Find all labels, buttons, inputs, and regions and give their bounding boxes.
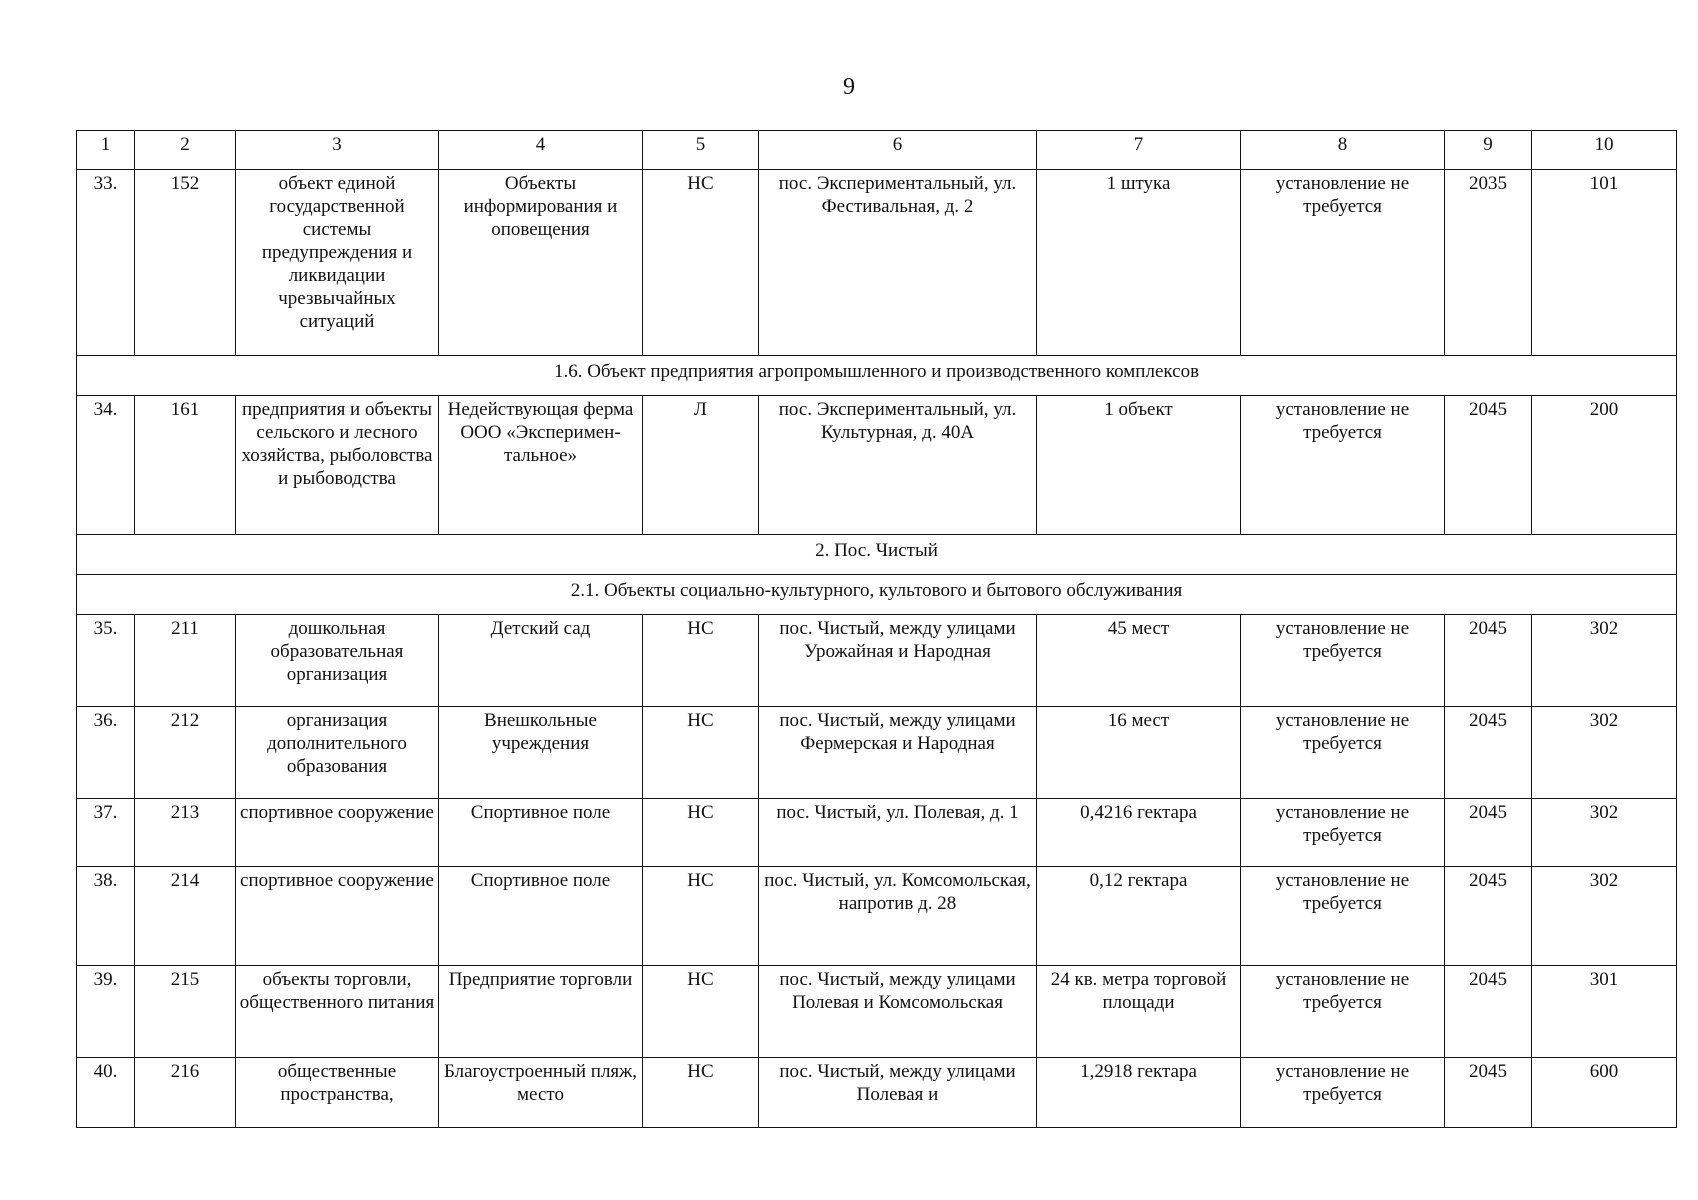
- table-cell: дошкольная образовательная организация: [236, 615, 439, 707]
- section-heading: 2. Пос. Чистый: [77, 535, 1677, 575]
- table-cell: пос. Чистый, между улицами Полевая и: [759, 1058, 1037, 1128]
- table-cell: Спортивное поле: [439, 867, 643, 966]
- header-cell: 4: [439, 131, 643, 170]
- table-cell: 36.: [77, 707, 135, 799]
- table-cell: 0,4216 гектара: [1037, 799, 1241, 867]
- table-cell: НС: [643, 170, 759, 356]
- table-row: [77, 170, 1677, 356]
- header-cell: 5: [643, 131, 759, 170]
- table-cell: общественные пространства,: [236, 1058, 439, 1128]
- table-cell: НС: [643, 867, 759, 966]
- table-cell: Объекты информирования и оповещения: [439, 170, 643, 356]
- table-cell: 152: [135, 170, 236, 356]
- table-cell: 37.: [77, 799, 135, 867]
- table-cell: Детский сад: [439, 615, 643, 707]
- table-cell: 302: [1532, 799, 1677, 867]
- table-cell: 39.: [77, 966, 135, 1058]
- table-cell: 2045: [1445, 966, 1532, 1058]
- table-cell: 33.: [77, 170, 135, 356]
- header-cell: 9: [1445, 131, 1532, 170]
- table-row: [77, 867, 1677, 966]
- header-cell: 2: [135, 131, 236, 170]
- table-cell: 34.: [77, 396, 135, 535]
- table-cell: установление не требуется: [1241, 707, 1445, 799]
- header-cell: 10: [1532, 131, 1677, 170]
- table-row: [77, 707, 1677, 799]
- table-cell: 302: [1532, 867, 1677, 966]
- table-cell: пос. Экспериментальный, ул. Фестивальная, д. 2: [759, 170, 1037, 356]
- table-cell: предприятия и объекты сельского и лесного хозяйства, рыболовства и рыбоводства: [236, 396, 439, 535]
- table-cell: 200: [1532, 396, 1677, 535]
- table-cell: 24 кв. метра торговой площади: [1037, 966, 1241, 1058]
- table-cell: НС: [643, 1058, 759, 1128]
- table-row: [77, 966, 1677, 1058]
- table-cell: организация дополнительного образования: [236, 707, 439, 799]
- header-cell: 8: [1241, 131, 1445, 170]
- table-cell: НС: [643, 966, 759, 1058]
- section-heading-row: [77, 356, 1677, 396]
- table-cell: пос. Чистый, между улицами Фермерская и Народная: [759, 707, 1037, 799]
- table-cell: НС: [643, 799, 759, 867]
- table-cell: объекты торговли, общественного питания: [236, 966, 439, 1058]
- table-cell: 2035: [1445, 170, 1532, 356]
- table-cell: установление не требуется: [1241, 867, 1445, 966]
- table-cell: объект единой государственной системы предупреждения и ликвидации чрезвычайных ситуаций: [236, 170, 439, 356]
- table-cell: 215: [135, 966, 236, 1058]
- table-cell: установление не требуется: [1241, 966, 1445, 1058]
- table-cell: Внешкольные учреждения: [439, 707, 643, 799]
- table-cell: 40.: [77, 1058, 135, 1128]
- table-cell: 161: [135, 396, 236, 535]
- section-heading: 2.1. Объекты социально-культурного, культового и бытового обслуживания: [77, 575, 1677, 615]
- table-row: [77, 1058, 1677, 1128]
- table-cell: 2045: [1445, 615, 1532, 707]
- table-cell: 2045: [1445, 707, 1532, 799]
- table-cell: 211: [135, 615, 236, 707]
- section-heading-row: [77, 575, 1677, 615]
- table-cell: пос. Чистый, между улицами Урожайная и Народная: [759, 615, 1037, 707]
- table-cell: 0,12 гектара: [1037, 867, 1241, 966]
- table-cell: 1 объект: [1037, 396, 1241, 535]
- table-cell: 302: [1532, 615, 1677, 707]
- table-row: [77, 799, 1677, 867]
- table-cell: установление не требуется: [1241, 615, 1445, 707]
- table-cell: пос. Экспериментальный, ул. Культурная, д. 40А: [759, 396, 1037, 535]
- table-cell: 212: [135, 707, 236, 799]
- table-cell: НС: [643, 707, 759, 799]
- table-cell: 45 мест: [1037, 615, 1241, 707]
- table-cell: 16 мест: [1037, 707, 1241, 799]
- table-cell: спортивное сооружение: [236, 867, 439, 966]
- table-cell: 600: [1532, 1058, 1677, 1128]
- header-cell: 7: [1037, 131, 1241, 170]
- table-cell: Л: [643, 396, 759, 535]
- table-cell: 2045: [1445, 396, 1532, 535]
- table-cell: 213: [135, 799, 236, 867]
- page-number: 9: [843, 74, 855, 100]
- table-cell: 2045: [1445, 799, 1532, 867]
- table-cell: установление не требуется: [1241, 1058, 1445, 1128]
- table-cell: спортивное сооружение: [236, 799, 439, 867]
- table-cell: Предприятие торговли: [439, 966, 643, 1058]
- objects-table: [76, 130, 1677, 1128]
- table-cell: НС: [643, 615, 759, 707]
- table-cell: 216: [135, 1058, 236, 1128]
- table-cell: 38.: [77, 867, 135, 966]
- table-row: [77, 615, 1677, 707]
- table-cell: 1 штука: [1037, 170, 1241, 356]
- header-cell: 1: [77, 131, 135, 170]
- table-cell: 302: [1532, 707, 1677, 799]
- table-row: [77, 396, 1677, 535]
- table-body: [77, 131, 1677, 1128]
- section-heading-row: [77, 535, 1677, 575]
- table-cell: установление не требуется: [1241, 170, 1445, 356]
- table-cell: пос. Чистый, ул. Полевая, д. 1: [759, 799, 1037, 867]
- table-cell: 101: [1532, 170, 1677, 356]
- column-number-row: [77, 131, 1677, 170]
- table-cell: 214: [135, 867, 236, 966]
- table-cell: Благоустроенный пляж, место: [439, 1058, 643, 1128]
- table-cell: 2045: [1445, 867, 1532, 966]
- section-heading: 1.6. Объект предприятия агропромышленного и производственного комплексов: [77, 356, 1677, 396]
- table-cell: пос. Чистый, ул. Комсомольская, напротив д. 28: [759, 867, 1037, 966]
- table-cell: Недействующая ферма ООО «Эксперимен-тальное»: [439, 396, 643, 535]
- table-cell: пос. Чистый, между улицами Полевая и Комсомольская: [759, 966, 1037, 1058]
- table-cell: 35.: [77, 615, 135, 707]
- table-cell: 1,2918 гектара: [1037, 1058, 1241, 1128]
- table-cell: установление не требуется: [1241, 396, 1445, 535]
- table-cell: 2045: [1445, 1058, 1532, 1128]
- table-cell: Спортивное поле: [439, 799, 643, 867]
- table-cell: 301: [1532, 966, 1677, 1058]
- header-cell: 6: [759, 131, 1037, 170]
- table-cell: установление не требуется: [1241, 799, 1445, 867]
- header-cell: 3: [236, 131, 439, 170]
